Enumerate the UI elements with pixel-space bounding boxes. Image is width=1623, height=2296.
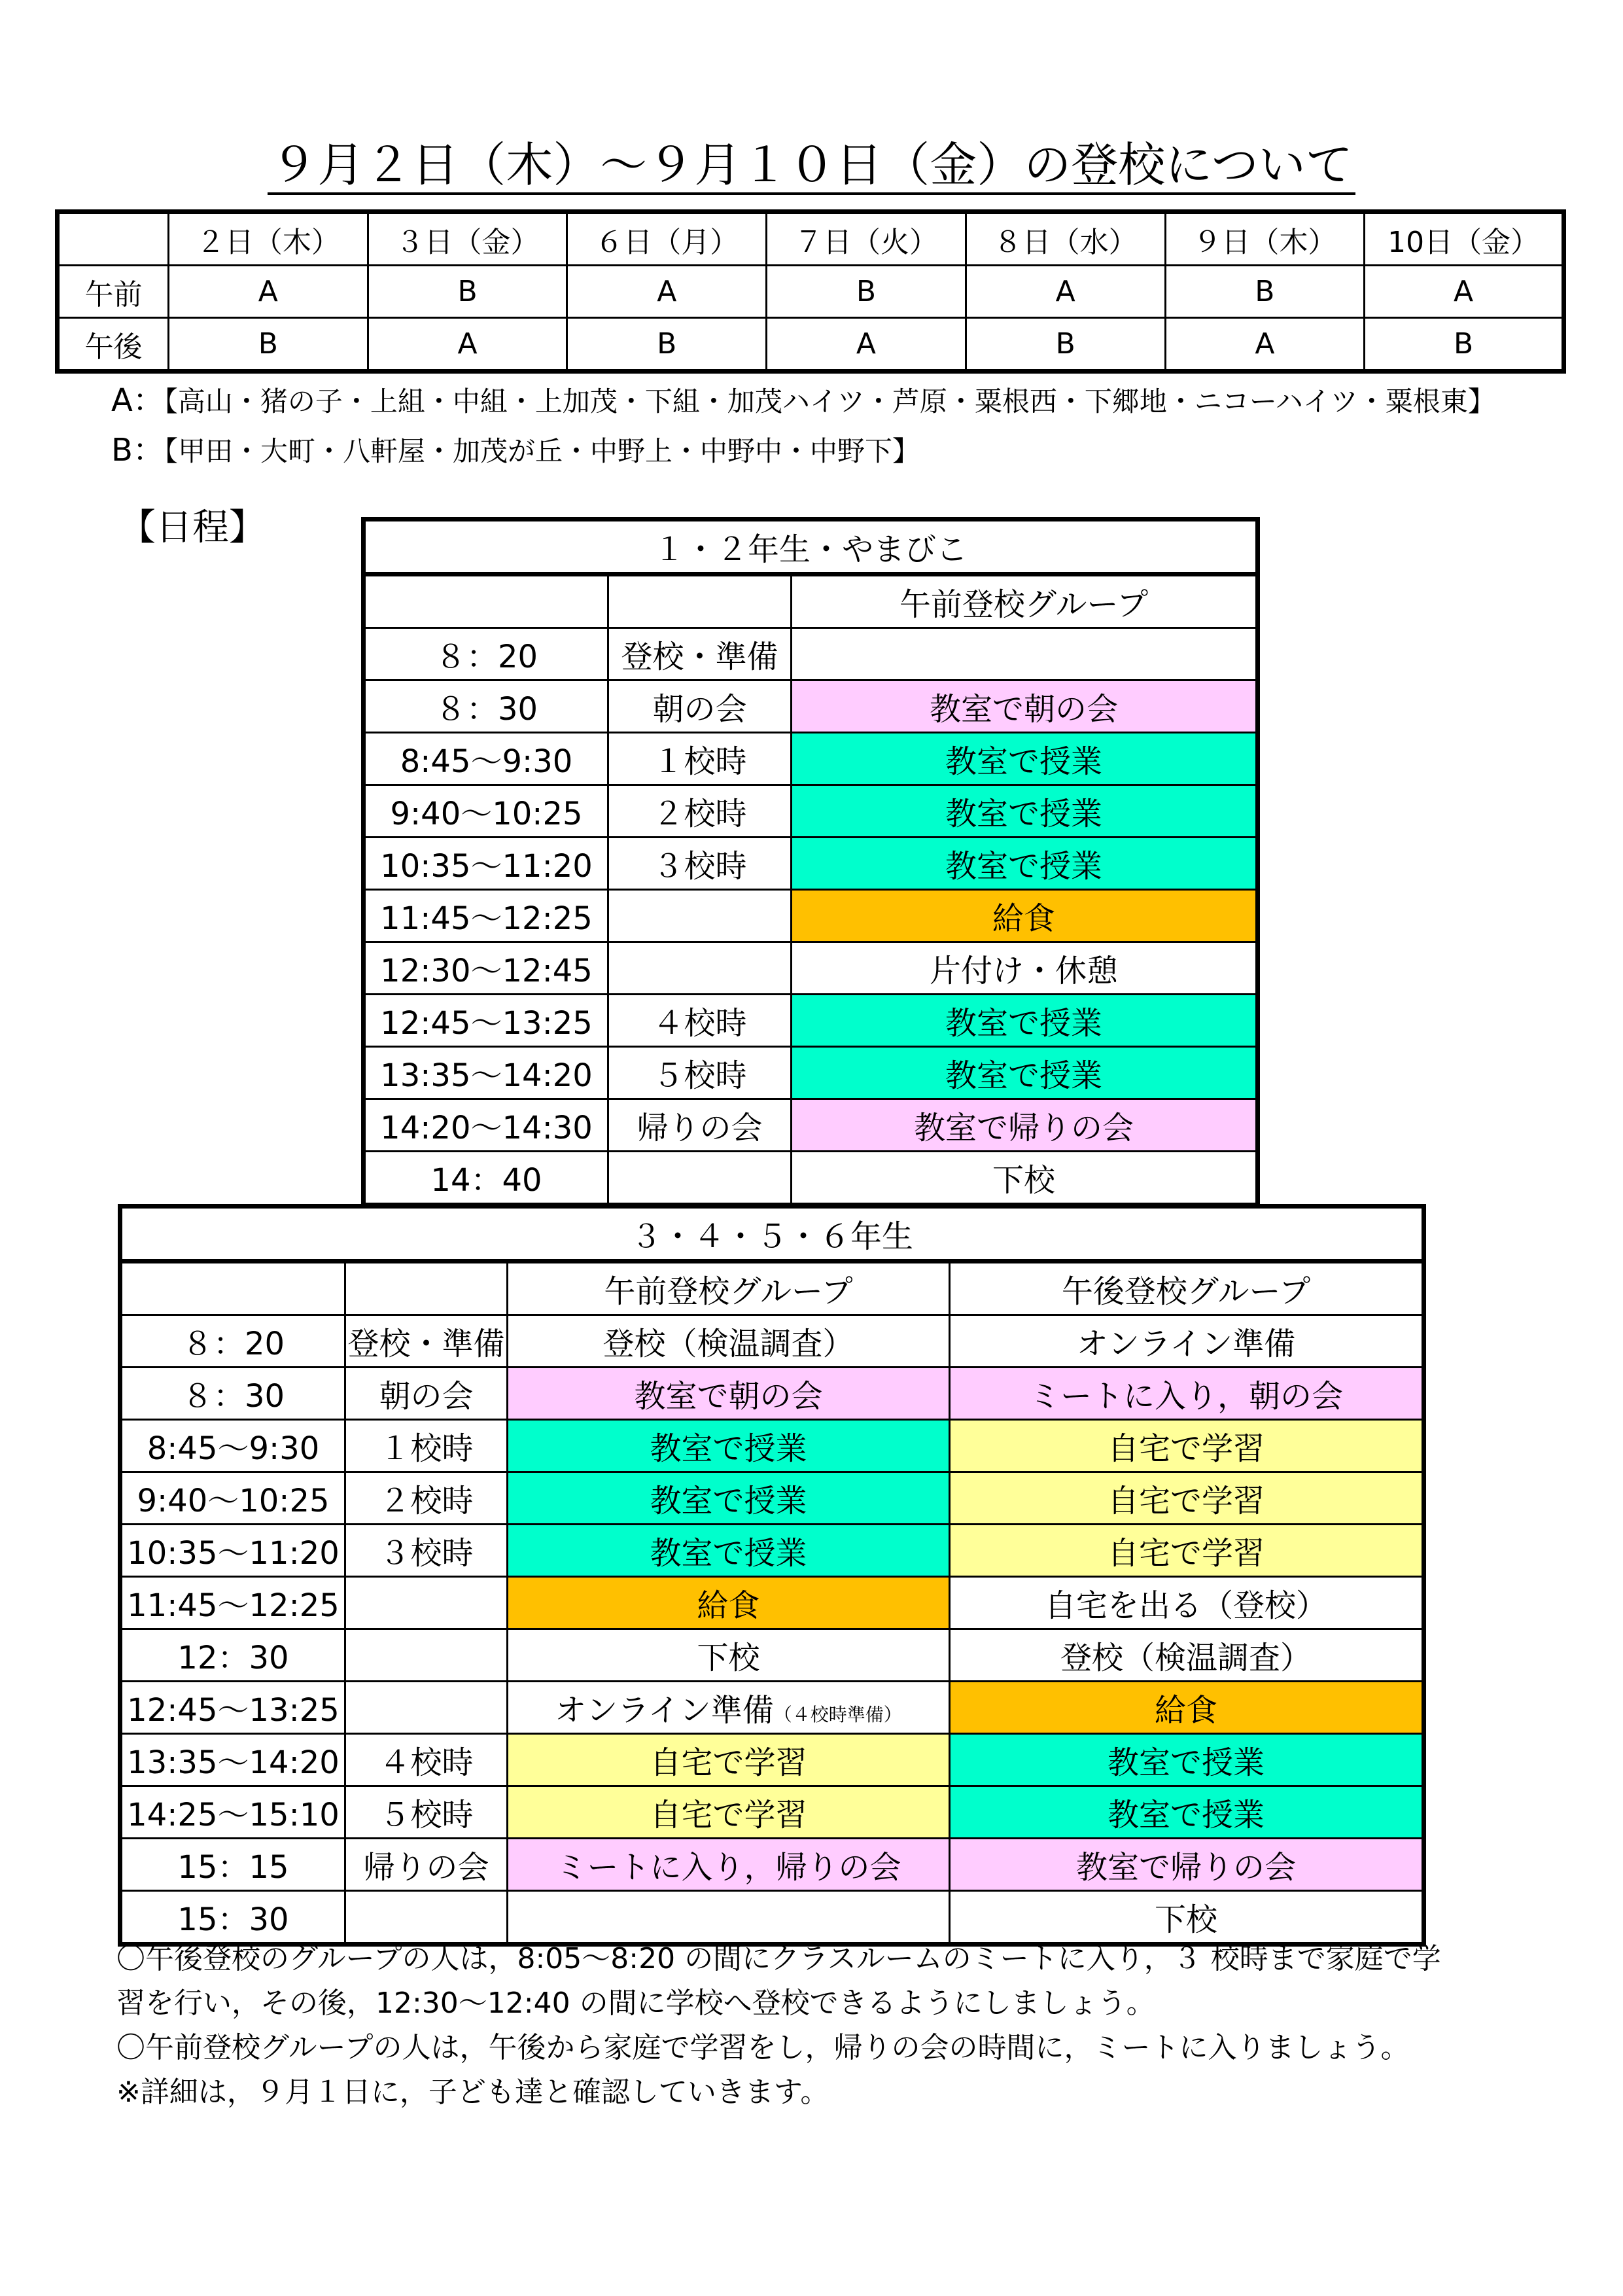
table-row [364,1152,1258,1205]
group-cell: A [1165,318,1365,372]
group-b-areas: B：【甲田・大町・八軒屋・加茂が丘・中野上・中野中・中野下】 [111,432,920,468]
pm-cell: ミートに入り，朝の会 [950,1368,1424,1420]
period-cell: ４校時 [345,1734,508,1786]
table-title: ３・４・５・６年生 [120,1207,1424,1262]
group-cell: B [966,318,1165,372]
time-cell: ８：20 [364,628,608,680]
note-line: 〇午前登校グループの人は，午後から家庭で学習をし，帰りの会の時間に，ミートに入りましょう。 [116,2031,1410,2064]
time-cell: ８：20 [120,1315,345,1368]
am-cell: 下校 [508,1629,950,1682]
time-cell: 13:35～14:20 [364,1047,608,1099]
group-cell: B [169,318,368,372]
time-cell: 15：15 [120,1839,345,1891]
table-row [364,838,1258,890]
activity-cell: 教室で授業 [792,838,1258,890]
activity-cell: 教室で授業 [792,785,1258,838]
empty-cell [345,1262,508,1315]
table-row [120,1629,1424,1682]
activity-cell [792,628,1258,680]
time-cell: ８：30 [120,1368,345,1420]
period-cell: ５校時 [608,1047,792,1099]
table-row [120,1682,1424,1734]
day-header: ８日（水） [966,212,1165,266]
row-label: 午前 [58,266,169,318]
pm-cell: 教室で授業 [950,1786,1424,1839]
time-cell: 9:40～10:25 [120,1472,345,1525]
period-cell: ５校時 [345,1786,508,1839]
pm-cell: 登校（検温調査） [950,1629,1424,1682]
activity-cell: 教室で授業 [792,995,1258,1047]
column-header-am: 午前登校グループ [792,574,1258,628]
time-cell: ８：30 [364,680,608,733]
pm-cell: 下校 [950,1891,1424,1945]
period-cell: ３校時 [345,1525,508,1577]
table-row [120,1368,1424,1420]
group-cell: A [767,318,966,372]
period-cell: ３校時 [608,838,792,890]
table-row [364,785,1258,838]
time-cell: 12:45～13:25 [120,1682,345,1734]
weekly-attendance-table [55,209,1566,374]
period-cell [608,1152,792,1205]
group-cell: B [567,318,767,372]
period-cell [345,1629,508,1682]
am-cell: 給食 [508,1577,950,1629]
am-cell-note: （４校時準備） [773,1704,902,1725]
pm-cell: オンライン準備 [950,1315,1424,1368]
pm-cell: 教室で帰りの会 [950,1839,1424,1891]
group-cell: A [1365,266,1564,318]
group-a-areas: A：【高山・猪の子・上組・中組・上加茂・下組・加茂ハイツ・芦原・粟根西・下郷地・ニコーハイツ・粟根東】 [111,382,1495,419]
time-cell: 8:45～9:30 [364,733,608,785]
table-row [364,680,1258,733]
group-cell: B [1365,318,1564,372]
am-cell: ミートに入り，帰りの会 [508,1839,950,1891]
pm-cell: 自宅で学習 [950,1420,1424,1472]
activity-cell: 教室で授業 [792,733,1258,785]
period-cell: １校時 [345,1420,508,1472]
pm-cell: 自宅で学習 [950,1525,1424,1577]
am-cell: オンライン準備（４校時準備） [508,1682,950,1734]
period-cell: １校時 [608,733,792,785]
group-cell: A [567,266,767,318]
page-title: ９月２日（木）～９月１０日（金）の登校について [0,136,1623,194]
period-cell: 朝の会 [345,1368,508,1420]
table-title: １・２年生・やまびこ [364,520,1258,574]
period-cell: 登校・準備 [608,628,792,680]
time-cell: 10:35～11:20 [364,838,608,890]
pm-cell: 給食 [950,1682,1424,1734]
am-cell: 教室で授業 [508,1420,950,1472]
notes [116,1937,1556,2115]
activity-cell: 片付け・休憩 [792,942,1258,995]
am-cell: 登校（検温調査） [508,1315,950,1368]
empty-cell [120,1262,345,1315]
table-row [364,942,1258,995]
table-row [364,733,1258,785]
table-row [120,1839,1424,1891]
period-cell: ４校時 [608,995,792,1047]
day-header: ３日（金） [368,212,567,266]
time-cell: 9:40～10:25 [364,785,608,838]
time-cell: 11:45～12:25 [364,890,608,942]
table-row [364,1047,1258,1099]
time-cell: 14:25～15:10 [120,1786,345,1839]
group-cell: A [966,266,1165,318]
group-cell: A [368,318,567,372]
table-row [364,890,1258,942]
table-row [120,1786,1424,1839]
time-cell: 8:45～9:30 [120,1420,345,1472]
am-cell: 教室で授業 [508,1525,950,1577]
time-cell: 11:45～12:25 [120,1577,345,1629]
time-cell: 12:45～13:25 [364,995,608,1047]
activity-cell: 教室で帰りの会 [792,1099,1258,1152]
table-row [364,995,1258,1047]
am-cell: 自宅で学習 [508,1786,950,1839]
table-row [58,266,1564,318]
table-row [120,1734,1424,1786]
time-cell: 15：30 [120,1891,345,1945]
group-cell: B [368,266,567,318]
day-header: 10日（金） [1365,212,1564,266]
schedule-label: 【日程】 [119,506,266,549]
period-cell: 帰りの会 [345,1839,508,1891]
table-header-row [58,212,1564,266]
time-cell: 14：40 [364,1152,608,1205]
period-cell [608,890,792,942]
period-cell: 帰りの会 [608,1099,792,1152]
day-header: ９日（木） [1165,212,1365,266]
note-line: 〇午後登校のグループの人は，8:05～8:20 の間にクラスルームのミートに入り，３ 校時まで家庭で学 [116,1942,1441,1975]
pm-cell: 自宅を出る（登校） [950,1577,1424,1629]
period-cell [608,942,792,995]
schedule-table-grade-3-6 [118,1204,1426,1947]
day-header: ７日（火） [767,212,966,266]
pm-cell: 教室で授業 [950,1734,1424,1786]
column-header-am: 午前登校グループ [508,1262,950,1315]
table-row [120,1420,1424,1472]
am-cell: 自宅で学習 [508,1734,950,1786]
activity-cell: 下校 [792,1152,1258,1205]
table-row [364,1099,1258,1152]
period-cell [345,1577,508,1629]
period-cell [345,1682,508,1734]
activity-cell: 教室で朝の会 [792,680,1258,733]
activity-cell: 給食 [792,890,1258,942]
table-row [120,1577,1424,1629]
activity-cell: 教室で授業 [792,1047,1258,1099]
group-cell: A [169,266,368,318]
time-cell: 13:35～14:20 [120,1734,345,1786]
time-cell: 14:20～14:30 [364,1099,608,1152]
period-cell: 登校・準備 [345,1315,508,1368]
period-cell: ２校時 [345,1472,508,1525]
am-cell: 教室で朝の会 [508,1368,950,1420]
day-header: ６日（月） [567,212,767,266]
note-line: ※詳細は，９月１日に，子ども達と確認していきます。 [116,2075,829,2109]
corner-cell [58,212,169,266]
column-header-pm: 午後登校グループ [950,1262,1424,1315]
am-cell: 教室で授業 [508,1472,950,1525]
table-row [120,1472,1424,1525]
table-row [120,1525,1424,1577]
row-label: 午後 [58,318,169,372]
group-cell: B [767,266,966,318]
empty-cell [608,574,792,628]
pm-cell: 自宅で学習 [950,1472,1424,1525]
table-row [364,628,1258,680]
time-cell: 10:35～11:20 [120,1525,345,1577]
time-cell: 12:30～12:45 [364,942,608,995]
schedule-table-grade-1-2 [361,517,1260,1207]
day-header: ２日（木） [169,212,368,266]
note-line: 習を行い，その後，12:30～12:40 の間に学校へ登校できるようにしましょう。 [116,1987,1155,2020]
empty-cell [364,574,608,628]
period-cell: 朝の会 [608,680,792,733]
group-cell: B [1165,266,1365,318]
period-cell: ２校時 [608,785,792,838]
time-cell: 12：30 [120,1629,345,1682]
table-row [58,318,1564,372]
table-row [120,1315,1424,1368]
